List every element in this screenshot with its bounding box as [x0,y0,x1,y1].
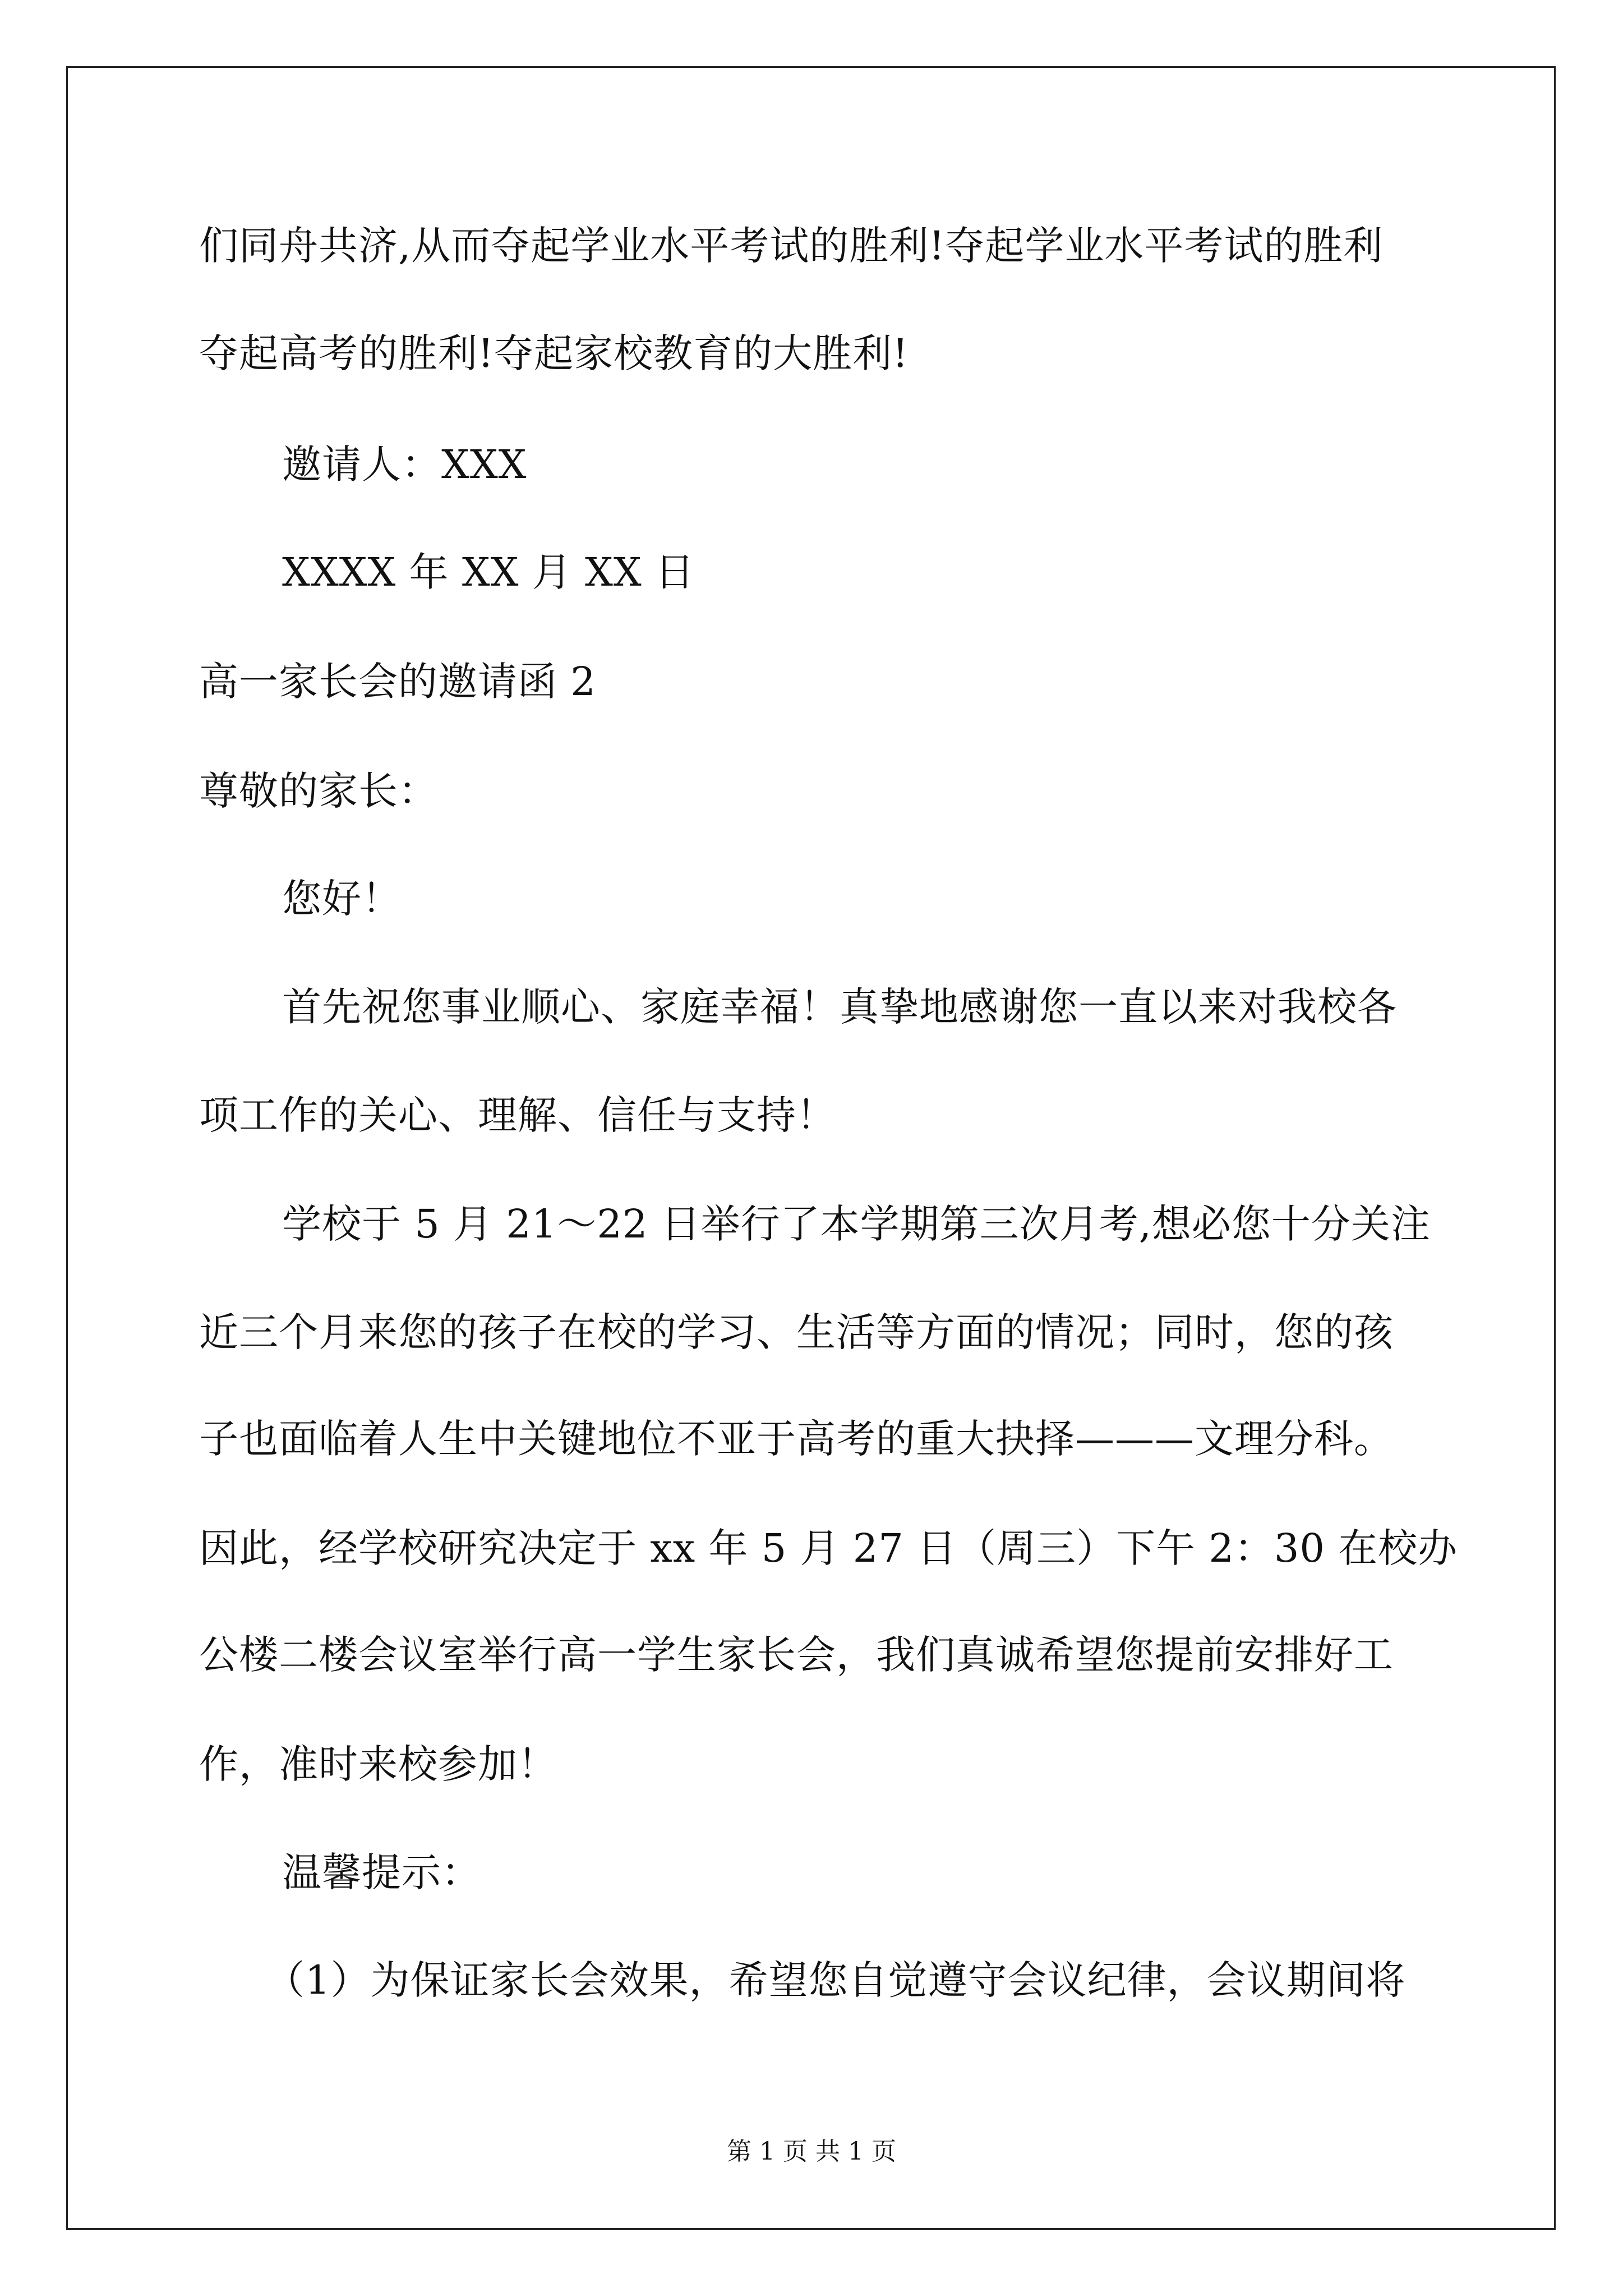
text-line: 近三个月来您的孩子在校的学习、生活等方面的情况；同时，您的孩 [199,1309,1394,1355]
text-line: 公楼二楼会议室举行高一学生家长会，我们真诚希望您提前安排好工 [199,1632,1394,1678]
greeting: 您好！ [282,876,402,922]
page-number: 第 1 页 共 1 页 [727,2137,896,2166]
text-line: 作，准时来校参加！ [199,1741,557,1787]
inviter-line: 邀请人：XXX [282,441,527,487]
salutation: 尊敬的家长： [199,768,438,814]
text-line: 子也面临着人生中关键地位不亚于高考的重大抉择———文理分科。 [199,1416,1394,1462]
date-line: XXXX 年 XX 月 XX 日 [282,549,695,595]
text-line: 夺起高考的胜利!夺起家校教育的大胜利! [199,330,909,376]
text-line: 学校于 5 月 21～22 日举行了本学期第三次月考,想必您十分关注 [282,1201,1431,1247]
text-line: 项工作的关心、理解、信任与支持！ [199,1092,836,1138]
page-border [66,66,1556,2230]
text-line: 首先祝您事业顺心、家庭幸福！真挚地感谢您一直以来对我校各 [282,984,1397,1030]
tips-heading: 温馨提示： [282,1849,481,1895]
section-title: 高一家长会的邀请函 2 [199,659,596,705]
text-line: 们同舟共济,从而夺起学业水平考试的胜利!夺起学业水平考试的胜利 [199,223,1384,269]
text-line: （1）为保证家长会效果，希望您自觉遵守会议纪律，会议期间将 [265,1957,1406,2003]
text-line: 因此，经学校研究决定于 xx 年 5 月 27 日（周三）下午 2：30 在校办 [199,1525,1458,1571]
